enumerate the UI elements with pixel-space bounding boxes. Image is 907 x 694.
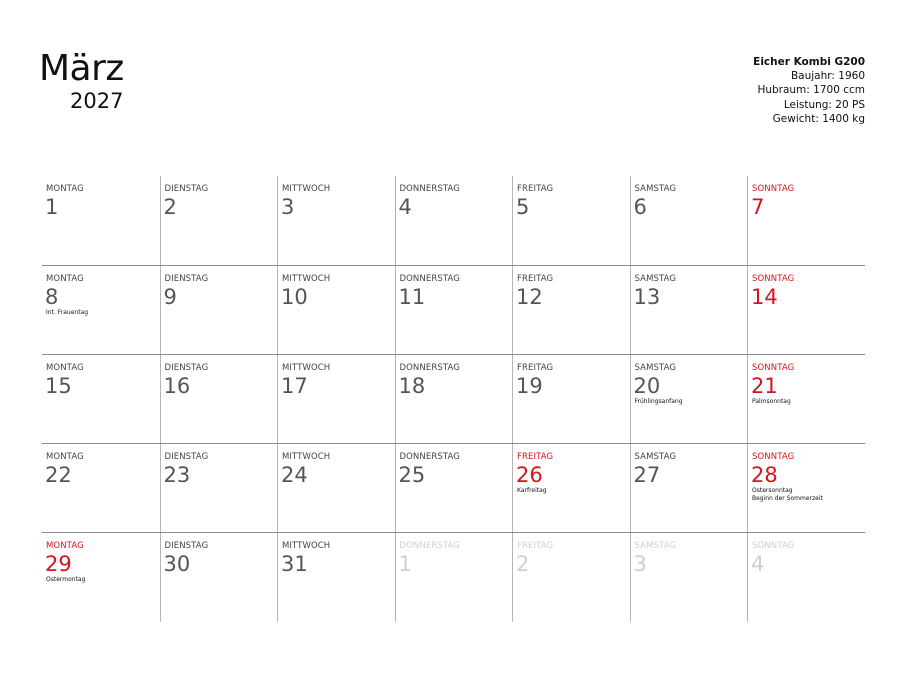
weekday-label: MONTAG xyxy=(46,541,84,551)
day-cell xyxy=(747,266,865,355)
holiday-note-line: Int. Frauentag xyxy=(46,309,89,316)
day-cell xyxy=(160,533,278,622)
vehicle-title: Eicher Kombi G200 xyxy=(753,56,865,68)
day-number: 4 xyxy=(398,195,412,219)
day-number: 3 xyxy=(281,195,295,219)
holiday-note-line: Beginn der Sommerzeit xyxy=(752,495,823,502)
weekday-label: DONNERSTAG xyxy=(399,541,460,551)
day-cell xyxy=(630,176,748,265)
weekday-label: MONTAG xyxy=(46,274,84,284)
day-number: 1 xyxy=(45,195,59,219)
vehicle-spec-displacement: Hubraum: 1700 ccm xyxy=(757,84,865,97)
day-cell xyxy=(747,355,865,444)
holiday-note xyxy=(752,487,823,503)
day-cell xyxy=(747,176,865,265)
weekday-label: SAMSTAG xyxy=(634,184,677,194)
day-number: 29 xyxy=(45,552,72,576)
weekday-label: FREITAG xyxy=(517,363,554,373)
year-title: 2027 xyxy=(70,89,124,113)
holiday-note xyxy=(635,398,683,406)
weekday-label: MITTWOCH xyxy=(282,452,331,462)
holiday-note-line: Ostersonntag xyxy=(752,487,793,494)
day-number: 12 xyxy=(516,285,543,309)
month-title: März xyxy=(39,48,124,89)
weekday-label: FREITAG xyxy=(517,274,554,284)
day-cell xyxy=(630,355,748,444)
calendar-week-row xyxy=(42,265,865,355)
day-cell xyxy=(395,266,513,355)
day-number: 28 xyxy=(751,463,778,487)
day-number: 8 xyxy=(45,285,59,309)
weekday-label: DIENSTAG xyxy=(164,184,209,194)
weekday-label: SONNTAG xyxy=(752,184,795,194)
day-cell xyxy=(512,533,630,622)
day-cell xyxy=(747,533,865,622)
weekday-label: DIENSTAG xyxy=(164,541,209,551)
day-cell xyxy=(512,176,630,265)
day-cell xyxy=(512,355,630,444)
day-number: 7 xyxy=(751,195,765,219)
weekday-label: DIENSTAG xyxy=(164,274,209,284)
day-number: 13 xyxy=(633,285,661,309)
weekday-label: MITTWOCH xyxy=(282,363,331,373)
day-cell xyxy=(630,533,748,622)
day-number: 18 xyxy=(398,374,426,398)
weekday-label: MITTWOCH xyxy=(282,541,331,551)
vehicle-spec-year: Baujahr: 1960 xyxy=(790,70,865,83)
day-cell xyxy=(277,355,395,444)
day-cell xyxy=(160,355,278,444)
day-number: 1 xyxy=(398,552,412,576)
day-cell xyxy=(42,266,160,355)
day-cell xyxy=(42,533,160,622)
weekday-label: MITTWOCH xyxy=(282,184,331,194)
day-number: 4 xyxy=(751,552,765,576)
day-cell xyxy=(395,444,513,533)
day-cell xyxy=(747,444,865,533)
weekday-label: FREITAG xyxy=(517,184,554,194)
holiday-note xyxy=(517,487,547,495)
weekday-label: SAMSTAG xyxy=(634,541,677,551)
day-number: 21 xyxy=(751,374,778,398)
weekday-label: FREITAG xyxy=(517,541,554,551)
weekday-label: FREITAG xyxy=(517,452,554,462)
day-number: 17 xyxy=(281,374,308,398)
weekday-label: SONNTAG xyxy=(752,541,795,551)
day-number: 3 xyxy=(633,552,647,576)
day-number: 14 xyxy=(751,285,778,309)
day-number: 31 xyxy=(281,552,308,576)
day-number: 30 xyxy=(163,552,191,576)
day-cell xyxy=(395,355,513,444)
day-number: 19 xyxy=(516,374,543,398)
holiday-note-line: Ostermontag xyxy=(46,576,86,583)
day-number: 26 xyxy=(516,463,543,487)
weekday-label: MITTWOCH xyxy=(282,274,331,284)
calendar-week-row xyxy=(42,532,865,622)
day-cell xyxy=(160,266,278,355)
day-cell xyxy=(42,355,160,444)
day-number: 25 xyxy=(398,463,426,487)
vehicle-spec-power: Leistung: 20 PS xyxy=(783,98,865,111)
day-cell xyxy=(512,266,630,355)
day-number: 6 xyxy=(633,195,647,219)
weekday-label: DIENSTAG xyxy=(164,452,209,462)
weekday-label: DONNERSTAG xyxy=(399,184,460,194)
holiday-note-line: Karfreitag xyxy=(517,487,547,494)
weekday-label: SONNTAG xyxy=(752,274,795,284)
day-number: 5 xyxy=(516,195,530,219)
day-number: 15 xyxy=(45,374,72,398)
weekday-label: DONNERSTAG xyxy=(399,452,460,462)
holiday-note-line: Palmsonntag xyxy=(752,398,791,405)
day-number: 16 xyxy=(163,374,191,398)
weekday-label: SAMSTAG xyxy=(634,363,677,373)
calendar-week-row xyxy=(42,176,865,265)
calendar-week-row xyxy=(42,354,865,444)
day-cell xyxy=(395,176,513,265)
day-cell xyxy=(630,444,748,533)
weekday-label: MONTAG xyxy=(46,363,84,373)
weekday-label: SAMSTAG xyxy=(634,452,677,462)
day-number: 27 xyxy=(633,463,661,487)
calendar-grid xyxy=(42,176,865,622)
day-number: 23 xyxy=(163,463,191,487)
weekday-label: DIENSTAG xyxy=(164,363,209,373)
day-number: 10 xyxy=(281,285,308,309)
vehicle-info xyxy=(753,55,865,126)
weekday-label: MONTAG xyxy=(46,184,84,194)
day-number: 11 xyxy=(398,285,426,309)
vehicle-spec-weight: Gewicht: 1400 kg xyxy=(772,112,865,125)
day-cell xyxy=(277,444,395,533)
weekday-label: DONNERSTAG xyxy=(399,274,460,284)
holiday-note xyxy=(752,398,791,406)
weekday-label: MONTAG xyxy=(46,452,84,462)
day-number: 2 xyxy=(163,195,177,219)
day-cell xyxy=(160,444,278,533)
day-cell xyxy=(277,266,395,355)
day-cell xyxy=(42,444,160,533)
day-cell xyxy=(42,176,160,265)
weekday-label: SONNTAG xyxy=(752,452,795,462)
day-number: 20 xyxy=(633,374,661,398)
day-cell xyxy=(512,444,630,533)
day-cell xyxy=(630,266,748,355)
day-number: 22 xyxy=(45,463,72,487)
weekday-label: SAMSTAG xyxy=(634,274,677,284)
day-number: 9 xyxy=(163,285,177,309)
holiday-note xyxy=(46,576,85,584)
holiday-note-line: Frühlingsanfang xyxy=(634,398,683,405)
weekday-label: DONNERSTAG xyxy=(399,363,460,373)
day-number: 2 xyxy=(516,552,530,576)
day-number: 24 xyxy=(281,463,308,487)
day-cell xyxy=(160,176,278,265)
day-cell xyxy=(395,533,513,622)
weekday-label: SONNTAG xyxy=(752,363,795,373)
calendar-week-row xyxy=(42,443,865,533)
holiday-note xyxy=(46,309,88,317)
day-cell xyxy=(277,533,395,622)
day-cell xyxy=(277,176,395,265)
